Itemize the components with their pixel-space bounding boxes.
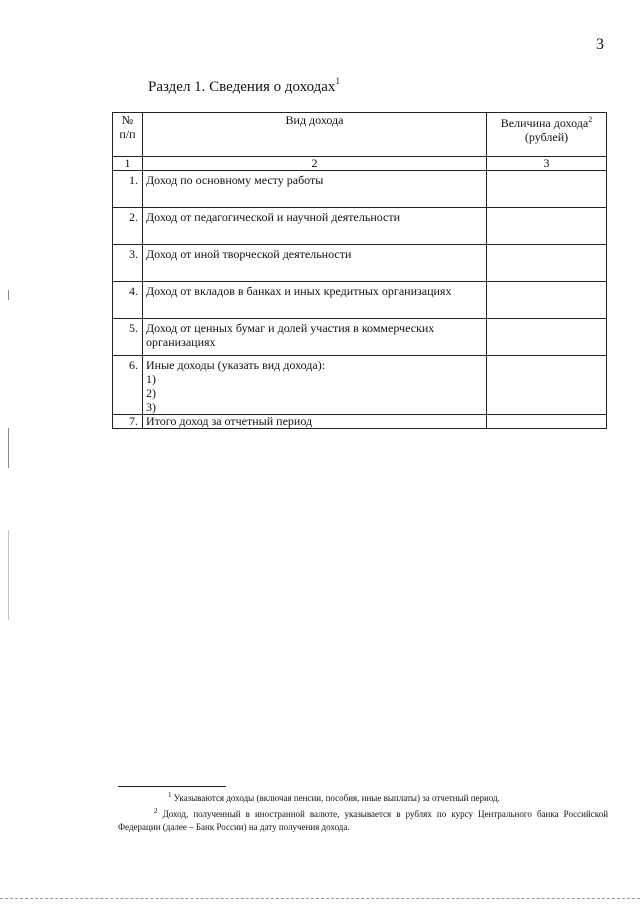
scan-artifact [8, 290, 9, 300]
amount-cell[interactable] [487, 319, 607, 356]
sub-item: 3) [146, 400, 156, 414]
amount-cell[interactable] [487, 282, 607, 319]
footnote-text: Доход, полученный в иностранной валюте, указывается в рублях по курсу Центрального банка Российской Федерации (далее – Банк России) на дату получения дохода. [118, 809, 609, 832]
header-amount [487, 113, 607, 157]
header-kind: Вид дохода [143, 113, 487, 157]
row-number: 3. [113, 245, 143, 282]
table-row-total [113, 415, 607, 429]
footnote-ref-2: 2 [588, 115, 593, 124]
row-label: Доход от вкладов в банках и иных кредитных организациях [143, 282, 487, 319]
amount-cell[interactable] [487, 208, 607, 245]
column-number: 1 [113, 157, 143, 171]
footnote [118, 789, 608, 805]
row-number: 7. [113, 415, 143, 429]
row-label: Доход от иной творческой деятельности [143, 245, 487, 282]
table-row [113, 319, 607, 356]
footnote-mark: 1 [168, 791, 172, 799]
footnotes [118, 789, 608, 834]
amount-cell[interactable] [487, 171, 607, 208]
page-number: 3 [596, 36, 604, 53]
table-row [113, 171, 607, 208]
row-number: 2. [113, 208, 143, 245]
row-number: 4. [113, 282, 143, 319]
sub-item: 1) [146, 372, 156, 386]
table-row [113, 208, 607, 245]
footnote-divider [118, 786, 226, 787]
row-label: Доход по основному месту работы [143, 171, 487, 208]
header-amount-label: Величина дохода [500, 116, 589, 130]
table-row [113, 282, 607, 319]
footnote [118, 805, 608, 834]
footnote-ref-1: 1 [335, 76, 340, 86]
row-number: 1. [113, 171, 143, 208]
header-amount-unit: (рублей) [524, 130, 569, 144]
column-number: 2 [143, 157, 487, 171]
section-title [148, 76, 340, 96]
column-number: 3 [487, 157, 607, 171]
scan-edge [0, 898, 640, 902]
row-label: Доход от ценных бумаг и долей участия в коммерческих организациях [143, 319, 487, 356]
amount-cell[interactable] [487, 415, 607, 429]
section-title-text: Раздел 1. Сведения о доходах [148, 79, 336, 95]
table-row [113, 356, 607, 415]
amount-cell[interactable] [487, 245, 607, 282]
footnote-text: Указываются доходы (включая пенсии, пособия, иные выплаты) за отчетный период. [173, 793, 500, 803]
column-number-row [113, 157, 607, 171]
scan-artifact [8, 530, 9, 620]
income-table [112, 112, 607, 429]
table-row [113, 245, 607, 282]
table-header-row [113, 113, 607, 157]
row-number: 5. [113, 319, 143, 356]
sub-item: 2) [146, 386, 156, 400]
header-num: № п/п [113, 113, 143, 157]
row-label: Доход от педагогической и научной деятельности [143, 208, 487, 245]
row-number: 6. [113, 356, 143, 415]
row-label: Иные доходы (указать вид дохода): [146, 358, 326, 372]
scan-artifact [8, 428, 9, 468]
amount-cell[interactable] [487, 356, 607, 415]
row-label-other-income [143, 356, 487, 415]
footnote-mark: 2 [154, 807, 158, 815]
row-label: Итого доход за отчетный период [143, 415, 487, 429]
